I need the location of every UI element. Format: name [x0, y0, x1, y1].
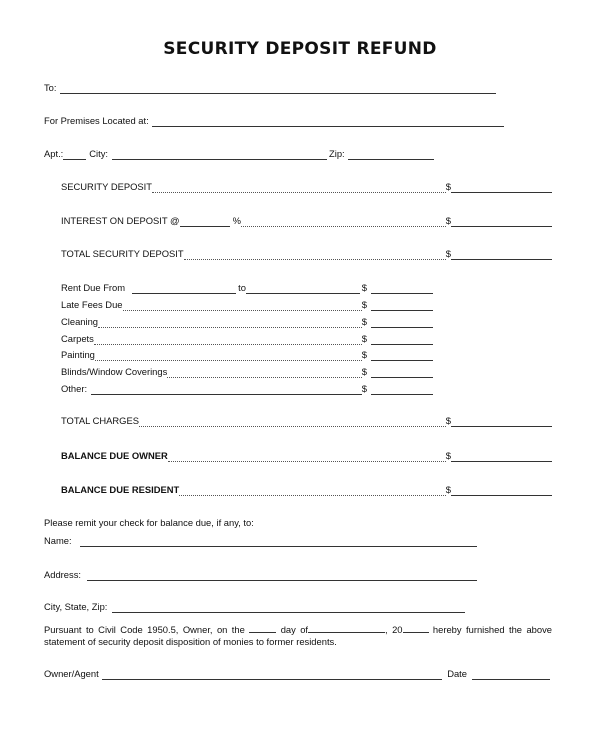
charge-row [61, 299, 433, 311]
leader-dots [184, 250, 446, 260]
remit-city-state-zip-field[interactable] [44, 601, 465, 613]
currency-symbol: $ [445, 415, 451, 426]
charge-amount-line[interactable] [371, 317, 433, 328]
percent-sign: % [232, 215, 241, 226]
rent-from-line[interactable] [132, 283, 236, 294]
rent-to-label: to [238, 282, 246, 293]
rent-due-label: Rent Due From [61, 282, 126, 293]
statement-text: day of [280, 624, 309, 635]
charge-label: Cleaning [61, 316, 99, 327]
other-label: Other: [61, 383, 88, 394]
statement-text: Pursuant to Civil Code 1950.5, Owner, on the [44, 624, 245, 635]
remit-address-field[interactable] [44, 569, 477, 581]
leader-dots [167, 368, 361, 378]
charge-amount-line[interactable] [371, 300, 433, 311]
interest-row [61, 215, 552, 227]
interest-label: INTEREST ON DEPOSIT @ [61, 215, 180, 226]
owner-agent-signature-line[interactable] [102, 669, 442, 680]
balance-resident-row [61, 484, 552, 496]
name-label: Name: [44, 535, 72, 546]
charge-label: Painting [61, 349, 95, 360]
total-deposit-row [61, 248, 552, 260]
interest-rate-line[interactable] [180, 216, 230, 227]
name-line[interactable] [80, 536, 477, 547]
charge-row [61, 316, 433, 328]
zip-label: Zip: [329, 148, 345, 159]
charge-label: Carpets [61, 333, 94, 344]
remit-name-field[interactable] [44, 535, 477, 547]
charge-amount-line[interactable] [371, 350, 433, 361]
currency-symbol: $ [361, 282, 367, 293]
city-state-zip-line[interactable] [112, 602, 465, 613]
balance-resident-label: BALANCE DUE RESIDENT [61, 484, 180, 495]
leader-dots [168, 452, 446, 462]
total-charges-label: TOTAL CHARGES [61, 415, 139, 426]
currency-symbol: $ [361, 366, 367, 377]
date-label: Date [447, 668, 467, 679]
interest-amount-line[interactable] [451, 216, 552, 227]
charge-label: Late Fees Due [61, 299, 123, 310]
address-label: Address: [44, 569, 81, 580]
currency-symbol: $ [445, 215, 451, 226]
address-line[interactable] [87, 570, 477, 581]
balance-owner-amount-line[interactable] [451, 451, 552, 462]
statement-text: , 20 [385, 624, 403, 635]
month-line[interactable] [308, 623, 385, 633]
to-field[interactable] [44, 82, 496, 94]
address-row [44, 148, 434, 160]
statement-text: hereby furnished the above statement of security deposit disposition of monies to former residents. [44, 624, 552, 647]
premises-line[interactable] [152, 116, 504, 127]
currency-symbol: $ [361, 349, 367, 360]
remit-instruction-text: Please remit your check for balance due, if any, to: [44, 517, 254, 528]
leader-dots [98, 318, 362, 328]
leader-dots [123, 301, 362, 311]
signature-row [44, 668, 550, 680]
total-deposit-label: TOTAL SECURITY DEPOSIT [61, 248, 184, 259]
other-charge-row [61, 383, 433, 395]
leader-dots [179, 486, 446, 496]
city-line[interactable] [112, 149, 327, 160]
to-line[interactable] [60, 83, 496, 94]
leader-dots [94, 335, 362, 345]
date-line[interactable] [472, 669, 550, 680]
to-label: To: [44, 82, 57, 93]
charge-label: Blinds/Window Coverings [61, 366, 168, 377]
other-amount-line[interactable] [371, 384, 433, 395]
premises-label: For Premises Located at: [44, 115, 149, 126]
apt-line[interactable] [63, 149, 86, 160]
charge-row [61, 333, 433, 345]
total-charges-amount-line[interactable] [451, 416, 552, 427]
year-line[interactable] [403, 623, 429, 633]
other-description-line[interactable] [91, 384, 362, 395]
total-charges-row [61, 415, 552, 427]
rent-amount-line[interactable] [371, 283, 433, 294]
charge-row [61, 366, 433, 378]
day-line[interactable] [249, 623, 276, 633]
charge-amount-line[interactable] [371, 367, 433, 378]
currency-symbol: $ [445, 450, 451, 461]
total-deposit-amount-line[interactable] [451, 249, 552, 260]
currency-symbol: $ [361, 383, 367, 394]
zip-line[interactable] [348, 149, 434, 160]
rent-due-row [61, 282, 433, 294]
remit-instruction [44, 517, 254, 529]
security-deposit-amount-line[interactable] [451, 182, 552, 193]
document-title: SECURITY DEPOSIT REFUND [163, 39, 437, 59]
city-state-zip-label: City, State, Zip: [44, 601, 108, 612]
currency-symbol: $ [445, 181, 451, 192]
leader-dots [139, 417, 446, 427]
security-deposit-row [61, 181, 552, 193]
currency-symbol: $ [361, 316, 367, 327]
currency-symbol: $ [445, 484, 451, 495]
owner-agent-label: Owner/Agent [44, 668, 99, 679]
leader-dots [241, 217, 446, 227]
civil-code-statement [44, 623, 552, 648]
balance-owner-label: BALANCE DUE OWNER [61, 450, 168, 461]
security-deposit-label: SECURITY DEPOSIT [61, 181, 152, 192]
currency-symbol: $ [361, 299, 367, 310]
city-label: City: [89, 148, 109, 159]
leader-dots [152, 183, 446, 193]
premises-field[interactable] [44, 115, 504, 127]
charge-row [61, 349, 433, 361]
charge-amount-line[interactable] [371, 334, 433, 345]
leader-dots [95, 351, 362, 361]
rent-to-line[interactable] [246, 283, 360, 294]
balance-resident-amount-line[interactable] [451, 485, 552, 496]
apt-label: Apt.: [44, 148, 64, 159]
balance-owner-row [61, 450, 552, 462]
currency-symbol: $ [361, 333, 367, 344]
currency-symbol: $ [445, 248, 451, 259]
